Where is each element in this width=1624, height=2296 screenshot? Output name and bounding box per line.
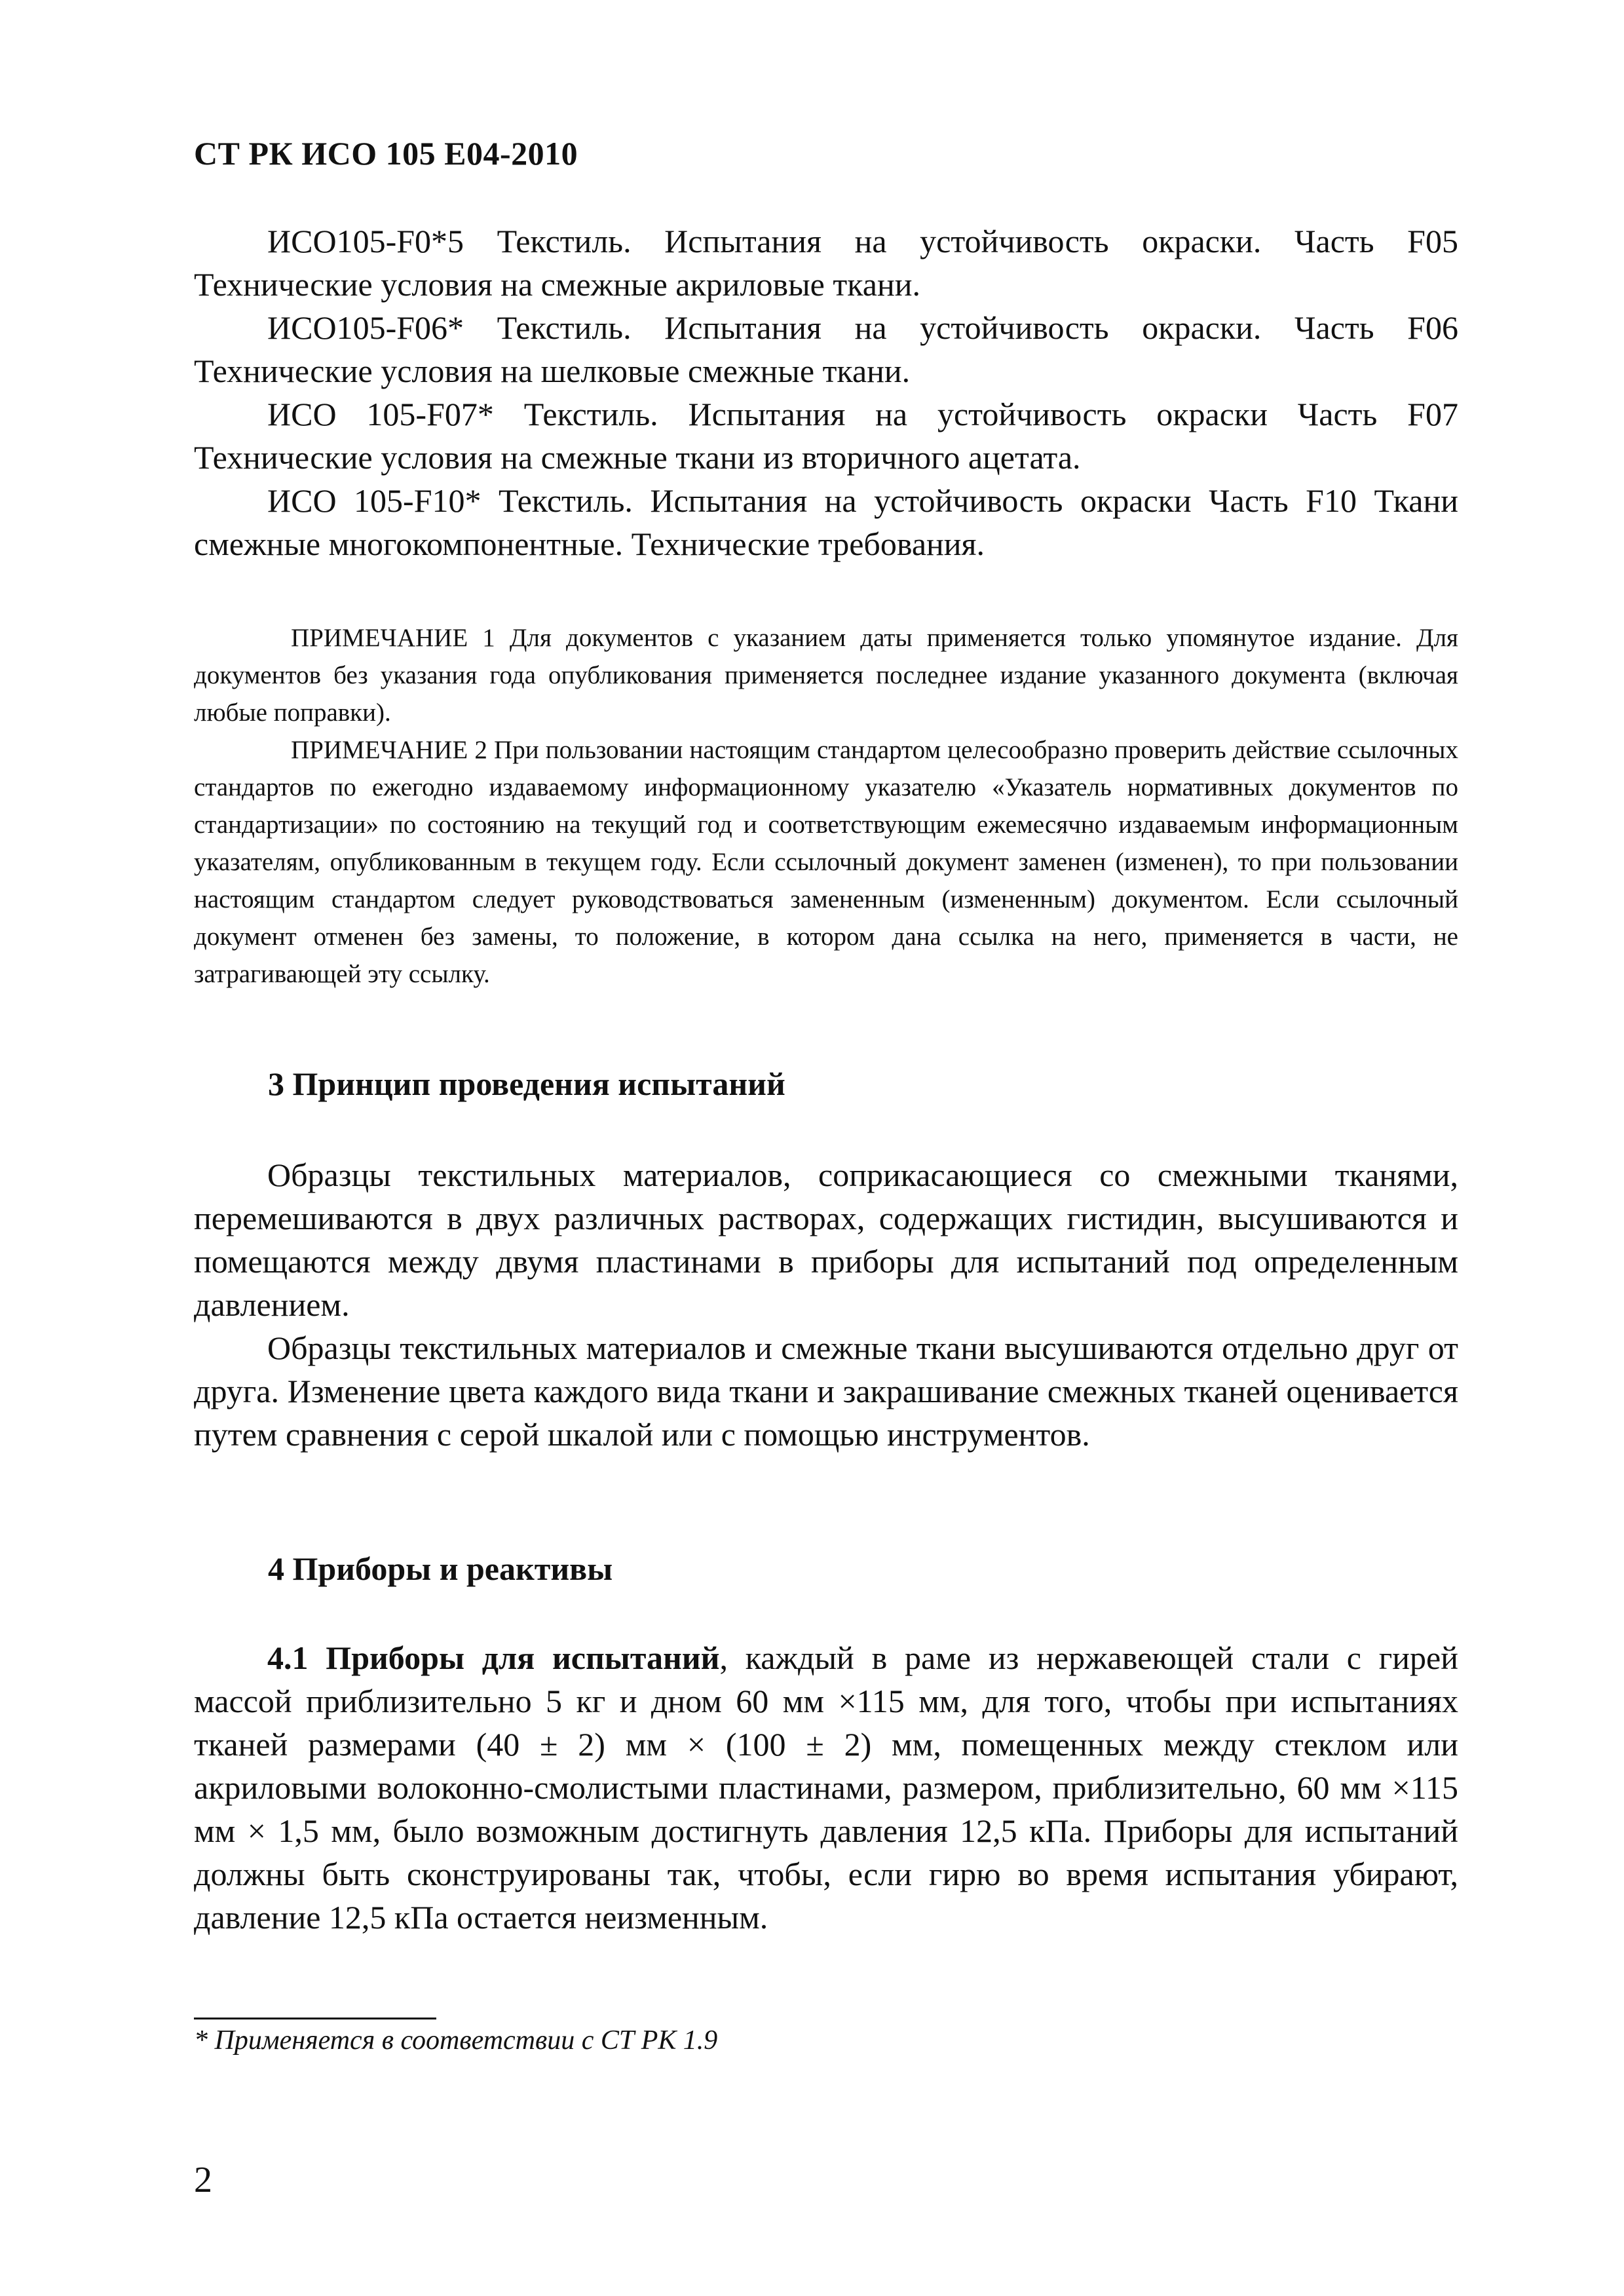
section-4-body (194, 1636, 1458, 1939)
section-3-body (194, 1153, 1458, 1456)
section-4-heading: 4 Приборы и реактивы (268, 1550, 613, 1587)
subsection-4-1-title: 4.1 Приборы для испытаний (267, 1639, 720, 1676)
reference-list (194, 220, 1458, 565)
note-1: ПРИМЕЧАНИЕ 1 Для документов с указанием даты применяется только упомянутое издание. Для документов без указания года опубликования применяется последнее издание указанного документа (включая любые поправки). (194, 624, 1458, 727)
notes-block (194, 619, 1458, 993)
note-2: ПРИМЕЧАНИЕ 2 При пользовании настоящим стандартом целесообразно проверить действие ссылочных стандартов по ежегодно издаваемому информационному указателю «Указатель нормативных документов по стандартизации» по состоянию на текущий год и соответствующим ежемесячно издаваемым информационным указателям, опубликованным в текущем году. Если ссылочный документ заменен (изменен), то при пользовании настоящим стандартом следует руководствоваться замененным (измененным) документом. Если ссылочный документ отменен без замены, то положение, в котором дана ссылка на него, применяется в части, не затрагивающей эту ссылку. (194, 736, 1458, 988)
reference-item: ИСО105-F06* Текстиль. Испытания на устойчивость окраски. Часть F06 Технические условия на шелковые смежные ткани. (194, 309, 1458, 389)
section-3-paragraph: Образцы текстильных материалов и смежные ткани высушиваются отдельно друг от друга. Изменение цвета каждого вида ткани и закрашивание смежных тканей оценивается путем сравнения с серой шкалой или с помощью инструментов. (194, 1330, 1458, 1453)
subsection-4-1-paragraph (194, 1636, 1458, 1939)
reference-item: ИСО 105-F10* Текстиль. Испытания на устойчивость окраски Часть F10 Ткани смежные многокомпонентные. Технические требования. (194, 482, 1458, 562)
section-3-paragraph: Образцы текстильных материалов, соприкасающиеся со смежными тканями, перемешиваются в двух различных растворах, содержащих гистидин, высушиваются и помещаются между двумя пластинами в приборы для испытаний под определенным давлением. (194, 1157, 1458, 1323)
footnote-separator (194, 2018, 436, 2019)
reference-item: ИСО105-F0*5 Текстиль. Испытания на устойчивость окраски. Часть F05 Технические условия на смежные акриловые ткани. (194, 223, 1458, 303)
page-number: 2 (194, 2160, 212, 2200)
reference-item: ИСО 105-F07* Текстиль. Испытания на устойчивость окраски Часть F07 Технические условия на смежные ткани из вторичного ацетата. (194, 396, 1458, 476)
section-3-heading: 3 Принцип проведения испытаний (268, 1065, 785, 1102)
subsection-4-1-text: , каждый в раме из нержавеющей стали с гирей массой приблизительно 5 кг и дном 60 мм ×115 мм, для того, чтобы при испытаниях тканей размерами (40 ± 2) мм × (100 ± 2) мм, помещенных между стеклом или акриловыми волоконно-смолистыми пластинами, размером, приблизительно, 60 мм ×115 мм × 1,5 мм, было возможным достигнуть давления 12,5 кПа. Приборы для испытаний должны быть сконструированы так, чтобы, если гирю во время испытания убирают, давление 12,5 кПа остается неизменным. (194, 1639, 1458, 1936)
document-header: СТ РК ИСО 105 Е04-2010 (194, 135, 578, 172)
footnote: * Применяется в соответствии с СТ РК 1.9 (194, 2025, 718, 2056)
